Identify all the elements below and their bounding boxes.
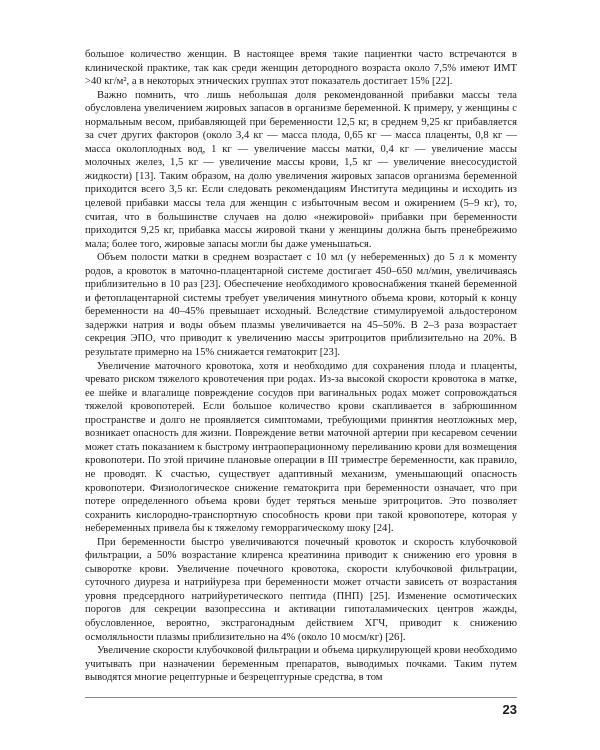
paragraph: При беременности быстро увеличиваются почечный кровоток и скорость клубочковой фильтрации, а 50% возрастание клиренса креатинина приводит к снижению его уровня в сыворотке крови. Увеличение почечного кровотока, скорости клубочковой фильтрации, суточного диуреза и натрийуреза при беременности может отчасти зависеть от возрастания уровня предсердного натрийуретического пептида (ПНП) [25]. Изменение осмотических порогов для секреции вазопрессина и активации гипоталамических центров жажды, обусловленное, вероятно, экстрагонадным действием ХГЧ, приводит к снижению осмоляльности плазмы приблизительно на 4% (около 10 мосм/кг) [26]. bbox=[85, 536, 517, 643]
paragraph: Важно помнить, что лишь небольшая доля рекомендованной прибавки массы тела обусловлена увеличением жировых запасов в организме беременной. К примеру, у женщины с нормальным весом, прибавляющей при беременности 12,5 кг, в среднем 9,25 кг прибавляется за счет других факторов (около 3,4 кг — масса плода, 0,65 кг — масса плаценты, 0,8 кг — масса околоплодных вод, 1 кг — увеличение массы матки, 0,4 кг — увеличение массы молочных желез, 1,5 кг — увеличение массы крови, 1,5 кг — увеличение внесосудистой жидкости) [13]. Таким образом, на долю увеличения жировых запасов организма беременной приходится всего 3,5 кг. Если следовать рекомендациям Института медицины и исходить из целевой прибавки массы тела для женщин с избыточным весом и ожирением (5–9 кг), то, считая, что в большинстве случаев на долю «нежировой» прибавки при беременности приходится 9,25 кг, прибавка массы жировой ткани у женщины должна быть пренебрежимо мала; более того, жировые запасы могли бы даже уменьшаться. bbox=[85, 89, 517, 250]
paragraph: Увеличение маточного кровотока, хотя и необходимо для сохранения плода и плаценты, чревато риском тяжелого кровотечения при родах. Из-за высокой скорости кровотока в матке, ее шейке и влагалище повреждение сосудов при вагинальных родах может сопровождаться тяжелой кровопотерей. Если большое количество крови скапливается в забрюшинном пространстве и долго не проявляется симптомами, требующими принятия неотложных мер, возникает опасность для жизни. Повреждение ветви маточной артерии при кесаревом сечении может стать показанием к быстрому интраоперационному переливанию крови для возмещения кровопотери. По этой причине плановые операции в III триместре беременности, как правило, не проводят. К счастью, существует адаптивный механизм, уменьшающий опасность кровопотери. Физиологическое снижение гематокрита при беременности означает, что при потере определенного объема крови будет теряться меньше эритроцитов. Это позволяет сохранить кислородно-транспортную способность крови при такой кровопотере, которая у небеременных привела бы к тяжелому геморрагическому шоку [24]. bbox=[85, 360, 517, 535]
page-body bbox=[85, 48, 517, 685]
paragraph: большое количество женщин. В настоящее время такие пациентки часто встречаются в клинической практике, так как среди женщин детородного возраста около 7,5% имеют ИМТ >40 кг/м², а в некоторых этнических группах этот показатель достигает 15% [22]. bbox=[85, 49, 517, 88]
footer-divider bbox=[85, 697, 517, 698]
paragraph: Объем полости матки в среднем возрастает с 10 мл (у небеременных) до 5 л к моменту родов, а кровоток в маточно-плацентарной системе достигает 450–650 мл/мин, увеличиваясь приблизительно в 10 раз [23]. Обеспечение необходимого кровоснабжения тканей беременной и фетоплацентарной системы требует увеличения минутного объема крови, который к концу беременности на 40–45% превышает исходный. Вследствие стимулируемой альдостероном задержки натрия и воды объем плазмы увеличивается на 45–50%. В 2–3 раза возрастает секреция ЭПО, что приводит к увеличению массы эритроцитов приблизительно на 20%. В результате примерно на 15% снижается гематокрит [23]. bbox=[85, 252, 517, 359]
page-number: 23 bbox=[502, 702, 517, 717]
paragraph: Увеличение скорости клубочковой фильтрации и объема циркулирующей крови необходимо учитывать при назначении беременным препаратов, выводимых почками. Таким путем выводятся многие рецептурные и безрецептурные средства, в том bbox=[85, 645, 517, 684]
